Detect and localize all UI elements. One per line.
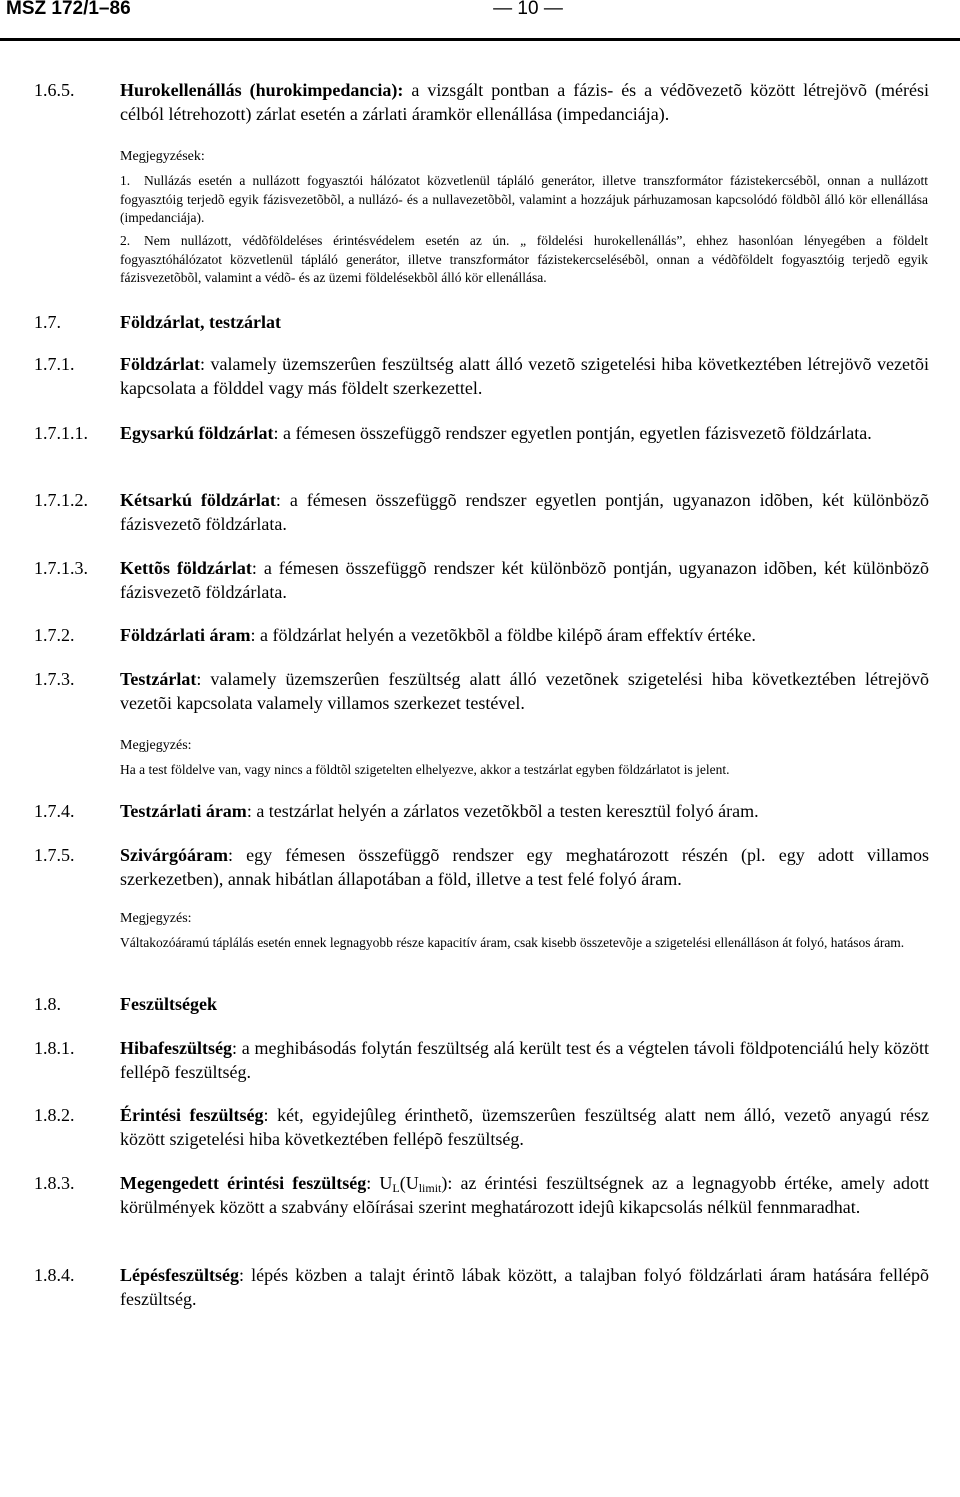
definition: : a fémesen összefüggõ rendszer egyetlen pontján, egyetlen fázisvezetõ földzárlata.: [273, 423, 872, 443]
section-text: [120, 799, 929, 823]
term: Érintési feszültség: [120, 1105, 264, 1125]
section-number: 1.7.2.: [34, 625, 75, 645]
definition: : a fémesen összefüggõ rendszer egyetlen pontján, ugyanazon idõben, két különbözõ fázisvezetõ földzárlata.: [120, 490, 929, 534]
section-1-7-5: [34, 843, 929, 891]
term: Földzárlati áram: [120, 625, 251, 645]
section-text: [120, 421, 929, 445]
section-number: 1.7.1.2.: [34, 490, 88, 510]
term: Hibafeszültség: [120, 1038, 232, 1058]
section-text: [120, 352, 929, 400]
section-1-7-1: [34, 352, 929, 400]
term: Hurokellenállás (hurokimpedancia):: [120, 80, 404, 100]
term: Testzárlat: [120, 669, 197, 689]
note-label: Megjegyzés:: [120, 911, 192, 926]
section-1-8-4: [34, 1263, 929, 1311]
section-1-7-3: [34, 667, 929, 715]
section-number: 1.8.: [34, 994, 61, 1014]
standard-id: MSZ 172/1–86: [6, 0, 131, 19]
section-text: [120, 843, 929, 891]
definition: : két, egyidejûleg érinthetõ, üzemszerûen feszültség alatt nem álló, vezetõ anyagú rész között szigetelési hiba következtében fellépõ feszültség.: [120, 1105, 929, 1149]
section-number: 1.6.5.: [34, 80, 75, 100]
section-number: 1.8.1.: [34, 1038, 75, 1058]
symbol: : U: [366, 1173, 393, 1193]
note-2: [120, 232, 928, 288]
section-text: [120, 488, 929, 536]
note-text: Nem nullázott, védõföldeléses érintésvédelem esetén az ún. „ földelési hurokellenállás”, ehhez hasonlóan lényegében a földelt fogyasztóhálózatot közvetlenül tápláló generátor, illetve transzformátor fázistekercselésébõl, onnan a védõföldelt fogyasztóig terjedõ egyik fázisvezetõbõl, valamint a védõ- és az üzemi földelésekbõl álló kör ellenállása.: [120, 233, 928, 285]
section-number: 1.7.4.: [34, 801, 75, 821]
section-number: 1.8.2.: [34, 1105, 75, 1125]
symbol: (U: [399, 1173, 419, 1193]
section-1-7-1-3: [34, 556, 929, 604]
term: Lépésfeszültség: [120, 1265, 239, 1285]
section-number: 1.7.1.: [34, 354, 75, 374]
term: Szivárgóáram: [120, 845, 228, 865]
note: Ha a test földelve van, vagy nincs a földtõl szigetelten elhelyezve, akkor a testzárlat egyben földzárlatot is jelent.: [120, 762, 730, 777]
section-text: [120, 1036, 929, 1084]
note-label: Megjegyzés:: [120, 738, 192, 753]
section-number: 1.7.3.: [34, 669, 75, 689]
definition: : egy fémesen összefüggõ rendszer egy meghatározott részén (pl. egy adott villamos szerkezetben), annak hibátlan állapotában a föld, illetve a test felé folyó áram.: [120, 845, 929, 889]
section-1-7-4: [34, 799, 929, 823]
symbol-subscript: L: [392, 1181, 400, 1195]
term: Egysarkú földzárlat: [120, 423, 274, 443]
section-1-8-2: [34, 1103, 929, 1151]
notes-label: Megjegyzések:: [120, 149, 205, 164]
symbol-subscript: limit: [418, 1181, 442, 1195]
term: Kettõs földzárlat: [120, 558, 252, 578]
section-text: [120, 1263, 929, 1311]
definition: : a testzárlat helyén a zárlatos vezetõkbõl a testen keresztül folyó áram.: [246, 801, 759, 821]
section-number: 1.8.4.: [34, 1265, 75, 1285]
section-text: [120, 667, 929, 715]
section-text: [120, 623, 929, 647]
page-number: — 10 —: [493, 0, 563, 19]
definition: : lépés közben a talajt érintõ lábak között, a talajban folyó földzárlati áram hatására fellépõ feszültség.: [120, 1265, 929, 1309]
definition: : valamely üzemszerûen feszültség alatt álló vezetõ szigetelési hiba következtében létrejövõ vezetõi kapcsolata a földdel vagy más földelt szerkezettel.: [120, 354, 929, 398]
section-1-8: [34, 992, 929, 1016]
term: Testzárlati áram: [120, 801, 247, 821]
section-title: Feszültségek: [120, 994, 217, 1014]
definition: a vizsgált pontban a fázis- és a védõvezetõ között létrejövõ (mérési célból létrehozott) zárlat esetén a zárlati áramkör ellenállása (impedanciája).: [120, 80, 929, 124]
note-1: [120, 172, 928, 228]
term: Megengedett érintési feszültség: [120, 1173, 367, 1193]
note-text: Nullázás esetén a nullázott fogyasztói hálózatot közvetlenül tápláló generátor, illetve transzformátor fázistekercsébõl, onnan a nullázott fogyasztóig terjedõ egyik fázisvezetõbõl, a nullázó- és a nullavezetõbõl, valamint a hozzájuk párhuzamosan kapcsolódó földbõl álló kör ellenállása (impedanciája).: [120, 173, 928, 225]
definition: : valamely üzemszerûen feszültség alatt álló vezetõnek szigetelési hiba következtében létrejövõ vezetõi kapcsolata valamely villamos szerkezet testével.: [120, 669, 929, 713]
definition: : a fémesen összefüggõ rendszer két különbözõ pontján, ugyanazon idõben, két különbözõ fázisvezetõ földzárlata.: [120, 558, 930, 602]
section-number: 1.7.: [34, 312, 61, 332]
section-text: [120, 78, 929, 126]
section-1-8-1: [34, 1036, 929, 1084]
section-1-7-2: [34, 623, 929, 647]
section-text: [120, 1103, 929, 1151]
section-number: 1.7.5.: [34, 845, 75, 865]
section-text: [120, 556, 929, 604]
section-text: [120, 1171, 929, 1219]
note-number: 2.: [120, 233, 131, 248]
section-1-6-5: [34, 78, 929, 126]
note: Váltakozóáramú táplálás esetén ennek legnagyobb része kapacitív áram, csak kisebb összetevõje a szigetelési ellenálláson át folyó, hatásos áram.: [120, 935, 905, 950]
section-number: 1.7.1.3.: [34, 558, 88, 578]
section-number: 1.8.3.: [34, 1173, 75, 1193]
header-rule: [0, 38, 960, 41]
term: Földzárlat: [120, 354, 200, 374]
section-number: 1.7.1.1.: [34, 423, 88, 443]
definition: ): az érintési feszültségnek az a legnagyobb értéke, amely adott körülmények között a szabvány elõírásai szerint meghatározott idejû kikapcsolás nélkül fennmaradhat.: [120, 1173, 930, 1217]
section-1-7-1-2: [34, 488, 929, 536]
note-number: 1.: [120, 173, 131, 188]
term: Kétsarkú földzárlat: [120, 490, 276, 510]
definition: : a földzárlat helyén a vezetõkbõl a földbe kilépõ áram effektív értéke.: [250, 625, 756, 645]
section-1-7-1-1: [34, 421, 929, 445]
definition: : a meghibásodás folytán feszültség alá került test és a végtelen távoli földpotenciálú hely között fellépõ feszültség.: [120, 1038, 929, 1082]
page-header: [0, 0, 960, 42]
section-1-7: [34, 310, 929, 334]
section-title: Földzárlat, testzárlat: [120, 312, 281, 332]
section-1-8-3: [34, 1171, 929, 1219]
